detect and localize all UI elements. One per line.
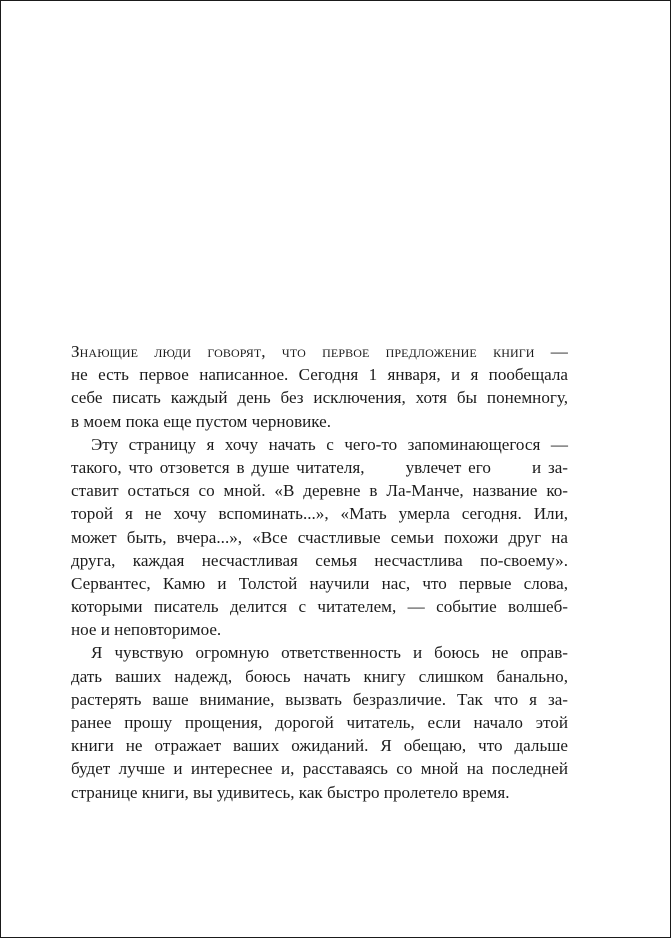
text-line: Я чувствую огромную ответственность и боюсь не оправ- [91,643,568,663]
text-line: торой я не хочу вспоминать...», «Мать умерла сегодня. Или, [71,504,568,524]
text-line: дать ваших надежд, боюсь начать книгу слишком банально, [71,666,568,686]
text-line: друга, каждая несчастливая семья несчастлива по-своему». [71,550,568,570]
paragraph-2 [71,433,568,642]
text-line: такого, что отзовется в душе читателя, увлечет его и за- [71,457,568,477]
text-line: книги не отражает ваших ожиданий. Я обещаю, что дальше [71,736,568,756]
text-line: себе писать каждый день без исключения, хотя бы понемногу, [71,388,568,408]
text-line: Знающие люди говорят, что первое предложение книги — [71,342,568,361]
text-line: которыми писатель делится с читателем, — событие волшеб- [71,597,568,617]
text-line: в моем пока еще пустом черновике. [71,411,332,431]
text-line: странице книги, вы удивитесь, как быстро пролетело время. [71,782,510,802]
text-line: ное и неповторимое. [71,620,222,640]
body-text [71,340,568,804]
text-line: растерять ваше внимание, вызвать безразличие. Так что я за- [71,689,568,709]
paragraph-3 [71,641,568,803]
text-line: может быть, вчера...», «Все счастливые семьи похожи друг на [71,527,568,547]
text-line: ранее прошу прощения, дорогой читатель, если начало этой [71,713,568,732]
paragraph-1 [71,340,568,433]
text-line: ставит остаться со мной. «В деревне в Ла-Манче, название ко- [71,481,568,501]
text-line: Сервантес, Камю и Толстой научили нас, что первые слова, [71,573,568,593]
text-line: будет лучше и интереснее и, расставаясь со мной на последней [71,759,568,779]
text-line: не есть первое написанное. Сегодня 1 января, и я пообещала [71,365,568,385]
text-line: Эту страницу я хочу начать с чего-то запоминающегося — [91,434,568,454]
